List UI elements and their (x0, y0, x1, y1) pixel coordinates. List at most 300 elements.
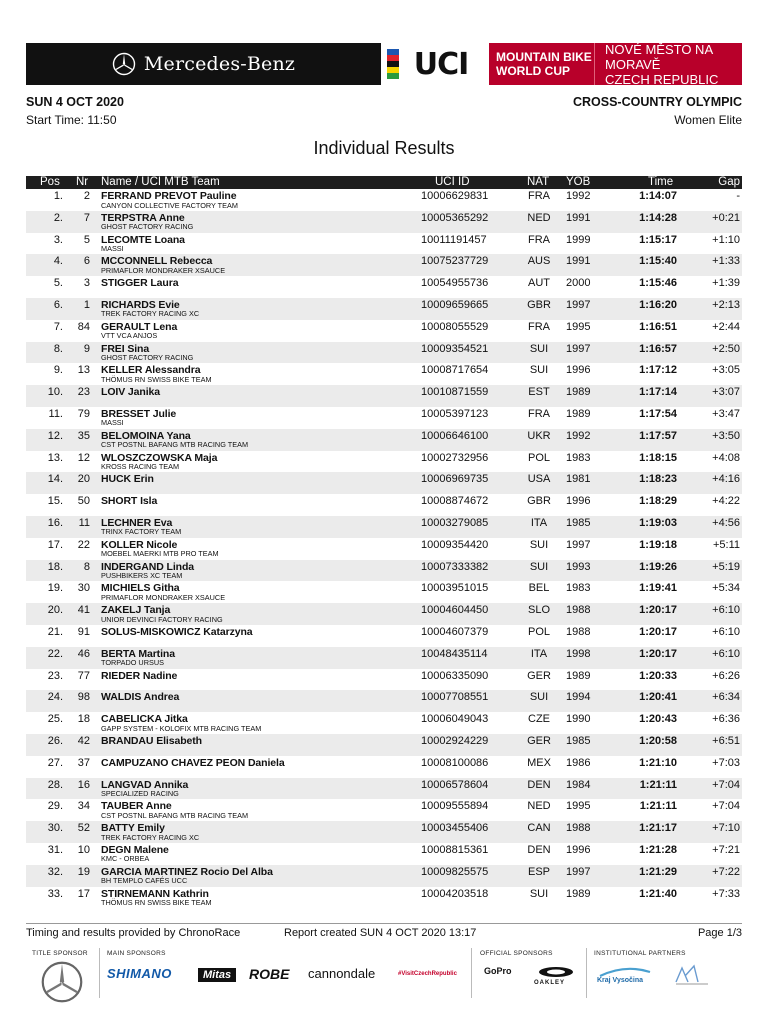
row-rider-name: RICHARDS Evie (101, 298, 180, 311)
col-uci-id: UCI ID (435, 176, 470, 188)
row-team-name: KROSS RACING TEAM (101, 462, 180, 472)
row-rider-name: LOIV Janika (101, 386, 161, 399)
row-rider-name: KOLLER Nicole (101, 538, 178, 551)
row-year-of-birth: 1995 (566, 320, 591, 333)
col-pos: Pos (40, 176, 60, 188)
row-pos: 26. (47, 734, 63, 747)
row-pos: 14. (47, 473, 63, 486)
row-nationality: NED (527, 211, 551, 224)
row-uci-id: 10008815361 (421, 843, 489, 856)
row-rider-name: SOLUS-MISKOWICZ Katarzyna (101, 625, 253, 638)
row-uci-id: 10010871559 (421, 386, 489, 399)
row-pos: 19. (47, 582, 63, 595)
row-rider-name: FREI Sina (101, 342, 150, 355)
row-uci-id: 10011191457 (421, 233, 487, 246)
row-time: 1:20:33 (639, 669, 677, 682)
row-time: 1:21:11 (639, 800, 677, 813)
row-pos: 2. (53, 211, 63, 224)
title-sponsor-label: TITLE SPONSOR (32, 950, 88, 957)
row-nationality: SUI (529, 887, 549, 900)
table-row (26, 625, 742, 647)
cannondale-logo: cannondale (308, 966, 376, 981)
row-team-name: BH TEMPLO CAFÉS UCC (101, 876, 188, 886)
footer-divider (26, 923, 742, 924)
row-rider-name: HUCK Erin (101, 473, 154, 486)
row-rider-name: MCCONNELL Rebecca (101, 255, 213, 268)
row-year-of-birth: 1992 (566, 429, 591, 442)
table-row (26, 451, 742, 473)
row-rider-name: TAUBER Anne (101, 800, 172, 813)
row-rider-name: BATTY Emily (101, 822, 165, 835)
row-rider-name: TERPSTRA Anne (101, 211, 185, 224)
row-time: 1:19:03 (639, 516, 677, 529)
table-row (26, 712, 742, 734)
row-pos: 31. (47, 843, 63, 856)
row-uci-id: 10006335090 (421, 669, 489, 682)
uci-rainbow-icon (387, 49, 399, 79)
table-row (26, 429, 742, 451)
row-gap: +6:10 (712, 647, 740, 660)
row-nationality: FRA (528, 407, 550, 420)
start-time: Start Time: 11:50 (26, 113, 117, 127)
row-nr: 6 (83, 255, 90, 268)
row-pos: 16. (47, 516, 63, 529)
row-time: 1:16:20 (639, 298, 677, 311)
row-team-name: THÖMUS RN SWISS BIKE TEAM (101, 374, 212, 384)
table-row (26, 189, 742, 211)
row-nr: 98 (77, 691, 90, 704)
table-row (26, 799, 742, 821)
nove-mesto-emblem-icon (668, 962, 714, 986)
row-rider-name: STIRNEMANN Kathrin (101, 887, 209, 900)
row-year-of-birth: 1988 (566, 625, 591, 638)
row-gap: +5:19 (712, 560, 740, 573)
row-nr: 2 (83, 190, 90, 202)
row-rider-name: GARCIA MARTINEZ Rocio Del Alba (101, 865, 273, 878)
row-year-of-birth: 1996 (566, 843, 591, 856)
row-nationality: SUI (529, 364, 549, 377)
table-row (26, 276, 742, 298)
col-name: Name / UCI MTB Team (101, 176, 220, 188)
row-gap: +0:21 (712, 211, 740, 224)
table-row (26, 516, 742, 538)
row-pos: 15. (47, 495, 63, 508)
row-team-name: TRINX FACTORY TEAM (101, 527, 182, 537)
table-row (26, 254, 742, 276)
row-uci-id: 10006049043 (421, 713, 489, 726)
table-row (26, 211, 742, 233)
row-uci-id: 10075237729 (421, 255, 489, 268)
row-nr: 35 (77, 429, 90, 442)
row-nationality: EST (528, 386, 550, 399)
row-nationality: SUI (529, 691, 549, 704)
table-row (26, 494, 742, 516)
row-pos: 12. (47, 429, 63, 442)
table-row (26, 734, 742, 756)
row-gap: +6:10 (712, 625, 740, 638)
table-row (26, 821, 742, 843)
row-uci-id: 10009555894 (421, 800, 489, 813)
venue-line2: CZECH REPUBLIC (605, 71, 719, 87)
row-rider-name: BRESSET Julie (101, 407, 177, 420)
row-pos: 25. (47, 713, 63, 726)
row-year-of-birth: 1991 (566, 211, 591, 224)
row-pos: 1. (53, 190, 63, 202)
row-uci-id: 10002732956 (421, 451, 489, 464)
row-nationality: CZE (528, 713, 550, 726)
row-rider-name: ZAKELJ Tanja (101, 604, 171, 617)
row-nr: 22 (77, 538, 90, 551)
series-block (489, 43, 594, 85)
row-year-of-birth: 1992 (566, 190, 591, 202)
row-nr: 52 (77, 822, 90, 835)
table-row (26, 560, 742, 582)
row-nr: 30 (77, 582, 90, 595)
row-gap: +2:50 (712, 342, 740, 355)
row-gap: +3:05 (712, 364, 740, 377)
row-nationality: UKR (527, 429, 551, 442)
row-uci-id: 10003455406 (421, 822, 489, 835)
row-pos: 27. (47, 756, 63, 769)
row-year-of-birth: 1989 (566, 887, 591, 900)
row-uci-id: 10009825575 (421, 865, 489, 878)
row-team-name: CST POSTNL BAFANG MTB RACING TEAM (101, 440, 249, 450)
row-uci-id: 10006646100 (421, 429, 489, 442)
row-nationality: ITA (530, 647, 548, 660)
row-nationality: FRA (528, 190, 550, 202)
table-row (26, 778, 742, 800)
row-year-of-birth: 1990 (566, 713, 591, 726)
row-nationality: SUI (529, 342, 549, 355)
row-nr: 12 (77, 451, 90, 464)
row-time: 1:21:17 (639, 822, 677, 835)
row-team-name: GHOST FACTORY RACING (101, 222, 194, 232)
kraj-vysocina-logo: Kraj Vysočina (597, 977, 644, 984)
row-pos: 23. (47, 669, 63, 682)
uci-logo (381, 43, 489, 85)
row-time: 1:18:15 (639, 451, 677, 464)
row-rider-name: BELOMOINA Yana (101, 429, 191, 442)
row-nationality: DEN (527, 843, 551, 856)
table-row (26, 363, 742, 385)
row-nationality: GER (527, 669, 551, 682)
row-gap: +2:44 (712, 320, 740, 333)
row-team-name: VTT VCA ANJOS (101, 331, 158, 341)
row-nr: 37 (77, 756, 90, 769)
row-uci-id: 10009354521 (421, 342, 489, 355)
row-time: 1:17:14 (639, 386, 677, 399)
event-name: CROSS-COUNTRY OLYMPIC (572, 95, 742, 109)
row-nr: 23 (77, 386, 90, 399)
report-created: Report created SUN 4 OCT 2020 13:17 (284, 927, 477, 939)
row-nationality: CAN (527, 822, 551, 835)
row-nationality: BEL (528, 582, 550, 595)
table-row (26, 342, 742, 364)
row-nr: 79 (77, 407, 90, 420)
row-nationality: MEX (527, 756, 551, 769)
row-team-name: TORPADO URSUS (101, 658, 164, 668)
race-date: SUN 4 OCT 2020 (26, 95, 124, 109)
row-year-of-birth: 1993 (566, 560, 591, 573)
row-time: 1:21:28 (639, 843, 677, 856)
row-pos: 8. (53, 342, 63, 355)
row-time: 1:20:17 (639, 647, 677, 660)
row-year-of-birth: 1991 (566, 255, 591, 268)
row-uci-id: 10054955736 (421, 277, 489, 290)
row-year-of-birth: 1983 (566, 451, 591, 464)
row-team-name: MASSI (101, 418, 124, 428)
row-team-name: PRIMAFLOR MONDRAKER XSAUCE (101, 592, 226, 602)
row-pos: 28. (47, 778, 63, 791)
row-pos: 11. (48, 407, 63, 420)
row-time: 1:17:12 (639, 364, 677, 377)
row-nr: 19 (77, 865, 90, 878)
row-rider-name: RIEDER Nadine (101, 669, 178, 682)
row-nr: 1 (83, 298, 90, 311)
row-rider-name: MICHIELS Githa (101, 582, 180, 595)
oakley-ellipse-icon (537, 966, 575, 978)
row-rider-name: DEGN Malene (101, 843, 169, 856)
row-uci-id: 10004203518 (421, 887, 489, 900)
row-time: 1:16:57 (639, 342, 677, 355)
row-nationality: POL (527, 451, 550, 464)
row-year-of-birth: 2000 (566, 277, 591, 290)
row-gap: +5:11 (712, 538, 740, 551)
mercedes-star-icon (40, 960, 84, 1004)
row-uci-id: 10004607379 (421, 625, 489, 638)
row-nr: 10 (77, 843, 90, 856)
row-year-of-birth: 1997 (566, 298, 591, 311)
row-nationality: FRA (528, 233, 550, 246)
mercedes-star-icon (112, 52, 136, 76)
row-year-of-birth: 1985 (566, 516, 591, 529)
row-time: 1:20:58 (639, 734, 677, 747)
row-team-name: UNIOR DEVINCI FACTORY RACING (101, 614, 223, 624)
row-time: 1:19:41 (639, 582, 677, 595)
row-rider-name: WALDIS Andrea (101, 691, 180, 704)
row-nr: 5 (83, 233, 90, 246)
row-pos: 24. (47, 691, 63, 704)
row-rider-name: WLOSZCZOWSKA Maja (101, 451, 218, 464)
row-gap: +5:34 (712, 582, 740, 595)
table-row (26, 690, 742, 712)
row-team-name: PUSHBIKERS XC TEAM (101, 571, 183, 581)
row-year-of-birth: 1981 (566, 473, 591, 486)
row-time: 1:21:40 (639, 887, 677, 900)
row-year-of-birth: 1999 (566, 233, 591, 246)
table-row (26, 407, 742, 429)
row-gap: +6:26 (712, 669, 740, 682)
row-time: 1:19:18 (639, 538, 677, 551)
row-nationality: NED (527, 800, 551, 813)
row-time: 1:20:17 (639, 604, 677, 617)
series-line1: MOUNTAIN BIKE (496, 50, 592, 64)
row-pos: 17. (47, 538, 63, 551)
row-rider-name: LECOMTE Loana (101, 233, 185, 246)
row-nationality: AUT (528, 277, 550, 290)
col-nr: Nr (76, 176, 89, 188)
row-pos: 30. (47, 822, 63, 835)
row-rider-name: CABELICKA Jitka (101, 713, 188, 726)
row-uci-id: 10048435114 (421, 647, 488, 660)
row-nr: 9 (83, 342, 90, 355)
row-year-of-birth: 1996 (566, 495, 591, 508)
category-name: Women Elite (674, 113, 742, 127)
row-time: 1:18:29 (639, 495, 677, 508)
uci-wordmark: UCI (413, 46, 469, 82)
row-gap: +7:04 (712, 800, 740, 813)
row-nr: 8 (83, 560, 90, 573)
col-gap: Gap (718, 176, 740, 188)
row-uci-id: 10003279085 (421, 516, 489, 529)
table-row (26, 647, 742, 669)
series-line2: WORLD CUP (496, 64, 570, 78)
row-uci-id: 10008055529 (421, 320, 489, 333)
row-uci-id: 10009354420 (421, 538, 489, 551)
row-gap: +4:56 (712, 516, 740, 529)
row-year-of-birth: 1989 (566, 669, 591, 682)
row-nationality: GBR (527, 495, 551, 508)
results-table (26, 189, 742, 908)
row-nr: 34 (77, 800, 90, 813)
table-row (26, 472, 742, 494)
table-row (26, 298, 742, 320)
row-time: 1:17:57 (639, 429, 677, 442)
row-nationality: SLO (527, 604, 550, 617)
table-row (26, 233, 742, 255)
row-year-of-birth: 1988 (566, 604, 591, 617)
row-nationality: SUI (529, 560, 549, 573)
row-uci-id: 10004604450 (421, 604, 489, 617)
row-nationality: ESP (527, 865, 550, 878)
row-team-name: MOEBEL MAERKI MTB PRO TEAM (101, 549, 219, 559)
main-sponsors-label: MAIN SPONSORS (107, 950, 166, 957)
row-gap: +1:10 (712, 233, 740, 246)
row-team-name: SPECIALIZED RACING (101, 789, 179, 799)
page-title: Individual Results (313, 138, 455, 158)
row-nr: 50 (77, 495, 90, 508)
table-row (26, 843, 742, 865)
row-uci-id: 10008100086 (421, 756, 489, 769)
row-nr: 18 (77, 713, 90, 726)
row-pos: 33. (47, 887, 63, 900)
row-time: 1:20:17 (639, 625, 677, 638)
page-number: Page 1/3 (697, 927, 742, 939)
row-uci-id: 10007333382 (421, 560, 489, 573)
row-uci-id: 10008874672 (421, 495, 489, 508)
row-pos: 10. (47, 386, 63, 399)
col-nat: NAT (527, 176, 550, 188)
results-table-header (26, 176, 742, 189)
row-nr: 84 (77, 320, 90, 333)
row-year-of-birth: 1989 (566, 407, 591, 420)
row-time: 1:20:43 (639, 713, 677, 726)
row-pos: 3. (53, 233, 63, 246)
row-nationality: FRA (528, 320, 550, 333)
row-nr: 91 (77, 625, 90, 638)
row-team-name: GHOST FACTORY RACING (101, 353, 194, 363)
row-pos: 18. (47, 560, 63, 573)
row-gap: +3:47 (712, 407, 740, 420)
row-gap: +6:10 (712, 604, 740, 617)
row-gap: +3:50 (712, 429, 740, 442)
row-pos: 5. (53, 277, 63, 290)
row-team-name: PRIMAFLOR MONDRAKER XSAUCE (101, 265, 226, 275)
row-team-name: CST POSTNL BAFANG MTB RACING TEAM (101, 810, 249, 820)
row-pos: 32. (47, 865, 63, 878)
row-nr: 77 (77, 669, 90, 682)
gopro-logo: GoPro (484, 966, 512, 976)
row-nr: 17 (77, 887, 90, 900)
timing-credit: Timing and results provided by ChronoRace (26, 927, 241, 939)
row-rider-name: BERTA Martina (101, 647, 175, 660)
institutional-partners-label: INSTITUTIONAL PARTNERS (594, 950, 686, 957)
row-gap: - (736, 190, 740, 202)
row-nationality: POL (527, 625, 550, 638)
row-nr: 42 (77, 734, 90, 747)
col-yob: YOB (566, 176, 591, 188)
table-row (26, 865, 742, 887)
row-time: 1:15:40 (639, 255, 677, 268)
row-gap: +4:22 (712, 495, 740, 508)
row-pos: 22. (47, 647, 63, 660)
row-rider-name: LECHNER Eva (101, 516, 173, 529)
row-gap: +6:36 (712, 713, 740, 726)
shimano-logo: SHIMANO (107, 966, 172, 981)
row-gap: +1:33 (712, 255, 740, 268)
row-gap: +6:51 (712, 734, 740, 747)
table-row (26, 887, 742, 909)
row-gap: +7:33 (712, 887, 740, 900)
row-time: 1:21:11 (639, 778, 677, 791)
venue-line1: NOVÉ MĚSTO NA MORAVĚ (605, 41, 713, 72)
row-pos: 6. (53, 298, 63, 311)
table-row (26, 669, 742, 691)
row-rider-name: FERRAND PREVOT Pauline (101, 190, 237, 202)
official-sponsors-label: OFFICIAL SPONSORS (480, 950, 553, 957)
row-uci-id: 10003951015 (421, 582, 489, 595)
row-team-name: TREK FACTORY RACING XC (101, 309, 200, 319)
venue-block (594, 43, 742, 85)
row-rider-name: STIGGER Laura (101, 277, 179, 290)
row-pos: 29. (47, 800, 63, 813)
row-time: 1:20:41 (639, 691, 677, 704)
row-gap: +7:03 (712, 756, 740, 769)
row-nr: 46 (77, 647, 90, 660)
title-sponsor-block (26, 43, 381, 85)
row-rider-name: CAMPUZANO CHAVEZ PEON Daniela (101, 756, 285, 769)
row-time: 1:14:28 (639, 211, 677, 224)
row-nr: 3 (83, 277, 90, 290)
row-gap: +7:21 (712, 843, 740, 856)
row-time: 1:18:23 (639, 473, 677, 486)
row-nr: 7 (83, 211, 90, 224)
row-uci-id: 10002924229 (421, 734, 489, 747)
row-time: 1:21:10 (639, 756, 677, 769)
row-nr: 13 (77, 364, 90, 377)
row-nationality: AUS (527, 255, 551, 268)
row-year-of-birth: 1997 (566, 342, 591, 355)
row-time: 1:19:26 (639, 560, 677, 573)
mitas-logo: Mitas (198, 968, 236, 982)
row-uci-id: 10006578604 (421, 778, 489, 791)
table-row (26, 581, 742, 603)
row-pos: 20. (47, 604, 63, 617)
row-pos: 21. (47, 625, 63, 638)
row-nr: 11 (78, 516, 90, 529)
row-year-of-birth: 1984 (566, 778, 591, 791)
table-row (26, 603, 742, 625)
